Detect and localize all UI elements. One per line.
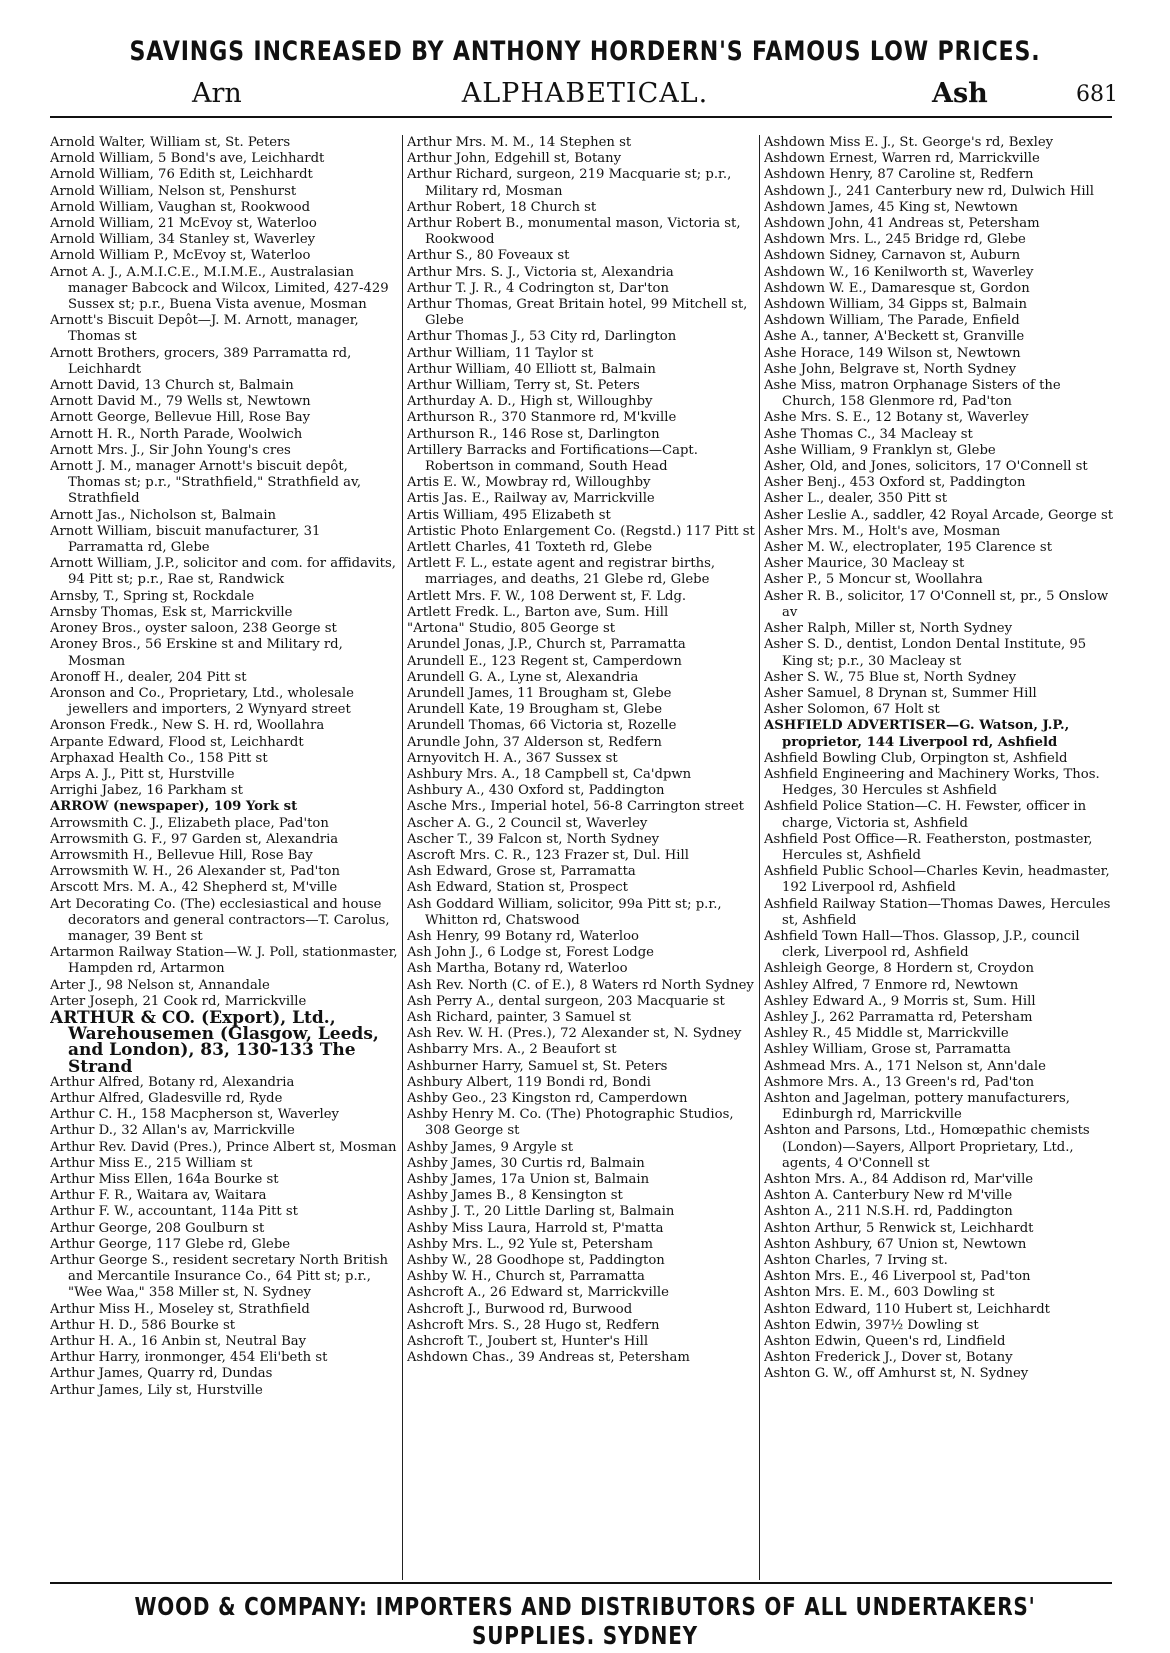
directory-entry: Arundle John, 37 Alderson st, Redfern bbox=[407, 734, 662, 750]
directory-entry: Artlett Mrs. F. W., 108 Derwent st, F. Ldg. bbox=[407, 588, 687, 604]
header-range-end: Ash bbox=[932, 78, 988, 109]
directory-entry: Arundell G. A., Lyne st, Alexandria bbox=[407, 669, 639, 685]
directory-entry: Arthur D., 32 Allan's av, Marrickville bbox=[50, 1123, 295, 1139]
directory-entry: Aronson Fredk., New S. H. rd, Woollahra bbox=[50, 718, 325, 734]
directory-entry: Ashdown J., 241 Canterbury new rd, Dulwich Hill bbox=[764, 183, 1094, 199]
directory-entry: Arthur Thomas, Great Britain hotel, 99 Mitchell st, Glebe bbox=[407, 297, 748, 329]
directory-entry: Arnott's Biscuit Depôt—J. M. Arnott, manager, Thomas st bbox=[50, 313, 359, 345]
bottom-advertisement-banner: WOOD & COMPANY: IMPORTERS AND DISTRIBUTORS OF ALL UNDERTAKERS' SUPPLIES. SYDNEY bbox=[134, 1592, 1036, 1650]
directory-entry: Ashton Edwin, Queen's rd, Lindfield bbox=[764, 1334, 1006, 1350]
directory-entry: Ashton Mrs. E. M., 603 Dowling st bbox=[764, 1285, 995, 1301]
directory-column-3 bbox=[764, 135, 1114, 1580]
directory-entry: Arscott Mrs. M. A., 42 Shepherd st, M'ville bbox=[50, 880, 338, 896]
directory-entry: Artlett F. L., estate agent and registrar births, marriages, and deaths, 21 Glebe rd, Glebe bbox=[407, 556, 716, 588]
directory-entry: Art Decorating Co. (The) ecclesiastical and house decorators and general contractors—T. Carolus, manager, 39 Bent st bbox=[50, 896, 390, 944]
directory-column-2 bbox=[407, 135, 757, 1580]
directory-entry: Artlett Fredk. L., Barton ave, Sum. Hill bbox=[407, 604, 669, 620]
directory-entry: Ashe Mrs. S. E., 12 Botany st, Waverley bbox=[764, 410, 1029, 426]
directory-entry: Ashton A. Canterbury New rd M'ville bbox=[764, 1188, 1013, 1204]
directory-entry: Arnott Jas., Nicholson st, Balmain bbox=[50, 507, 277, 523]
directory-entry: Arthur William, 11 Taylor st bbox=[407, 345, 594, 361]
directory-entry: Arrighi Jabez, 16 Parkham st bbox=[50, 783, 243, 799]
directory-entry: Arnott Brothers, grocers, 389 Parramatta rd, Leichhardt bbox=[50, 345, 352, 377]
directory-entry: Arnyovitch H. A., 367 Sussex st bbox=[407, 750, 618, 766]
directory-entry: Ashdown Sidney, Carnavon st, Auburn bbox=[764, 248, 1021, 264]
directory-entry: Arthur Miss Ellen, 164a Bourke st bbox=[50, 1172, 279, 1187]
directory-entry: Ashbury Albert, 119 Bondi rd, Bondi bbox=[407, 1074, 651, 1090]
directory-entry: Ash Richard, painter, 3 Samuel st bbox=[407, 1009, 632, 1025]
directory-entry: "Artona" Studio, 805 George st bbox=[407, 621, 616, 637]
directory-entry: Arnold William, Nelson st, Penshurst bbox=[50, 183, 297, 199]
directory-entry: Asher M. W., electroplater, 195 Clarence st bbox=[764, 540, 1052, 556]
directory-entry: Arthur Thomas J., 53 City rd, Darlington bbox=[407, 329, 677, 345]
directory-entry: Arnot A. J., A.M.I.C.E., M.I.M.E., Australasian manager Babcock and Wilcox, Limited, 427-429 Sussex st; p.r., Buena Vista avenue, Mosman bbox=[50, 264, 389, 313]
directory-entry: Arnott George, Bellevue Hill, Rose Bay bbox=[50, 410, 311, 426]
column-divider-2 bbox=[759, 135, 760, 1580]
directory-entry: Arundel Jonas, J.P., Church st, Parramatta bbox=[407, 637, 686, 653]
directory-entry: Arthur Miss E., 215 William st bbox=[50, 1155, 253, 1171]
directory-entry: Arnold William, Vaughan st, Rookwood bbox=[50, 199, 311, 215]
directory-entry: Arundell E., 123 Regent st, Camperdown bbox=[407, 653, 682, 669]
directory-entry: Arps A. J., Pitt st, Hurstville bbox=[50, 766, 235, 782]
directory-entry: Artis Jas. E., Railway av, Marrickville bbox=[407, 491, 655, 507]
directory-entry: Ashe John, Belgrave st, North Sydney bbox=[764, 361, 1017, 377]
directory-entry: Arthur Richard, surgeon, 219 Macquarie st; p.r., Military rd, Mosman bbox=[407, 167, 732, 199]
directory-entry: Ashley R., 45 Middle st, Marrickville bbox=[764, 1026, 1009, 1042]
directory-entry: Ash Martha, Botany rd, Waterloo bbox=[407, 961, 628, 977]
directory-entry: Aroney Bros., 56 Erskine st and Military rd, Mosman bbox=[50, 637, 343, 669]
directory-entry: Ashbury A., 430 Oxford st, Paddington bbox=[407, 783, 665, 799]
directory-entry: Ashby Mrs. L., 92 Yule st, Petersham bbox=[407, 1236, 653, 1252]
directory-entry: Ashton Edwin, 397½ Dowling st bbox=[764, 1317, 979, 1333]
directory-entry: Ash Henry, 99 Botany rd, Waterloo bbox=[407, 928, 639, 944]
directory-entry: Ascroft Mrs. C. R., 123 Frazer st, Dul. Hill bbox=[407, 847, 689, 863]
directory-entry: Arnott Mrs. J., Sir John Young's cres bbox=[50, 442, 291, 458]
header-title: ALPHABETICAL. bbox=[461, 78, 709, 109]
directory-entry: Arnott David, 13 Church st, Balmain bbox=[50, 378, 294, 394]
directory-entry: Ashby James, 9 Argyle st bbox=[407, 1139, 574, 1155]
directory-entry: Arnold William, 34 Stanley st, Waverley bbox=[50, 232, 316, 248]
directory-entry: ASHFIELD ADVERTISER—G. Watson, J.P., proprietor, 144 Liverpool rd, Ashfield bbox=[764, 718, 1070, 750]
directory-entry: Ashton and Jagelman, pottery manufacturers, Edinburgh rd, Marrickville bbox=[764, 1090, 1070, 1123]
directory-entry: Ash Rev. W. H. (Pres.), 72 Alexander st, N. Sydney bbox=[407, 1026, 742, 1042]
directory-entry: Arthur Rev. David (Pres.), Prince Albert st, Mosman bbox=[50, 1139, 397, 1155]
directory-entry: Arthur Alfred, Gladesville rd, Ryde bbox=[50, 1090, 283, 1106]
directory-entry: Arthur George, 208 Goulburn st bbox=[50, 1220, 265, 1236]
directory-entry: Arter Joseph, 21 Cook rd, Marrickville bbox=[50, 993, 307, 1009]
directory-entry: Ashdown Henry, 87 Caroline st, Redfern bbox=[764, 167, 1034, 183]
directory-entry: Ashfield Public School—Charles Kevin, headmaster, 192 Liverpool rd, Ashfield bbox=[764, 864, 1110, 896]
directory-entry: Arthurson R., 370 Stanmore rd, M'kville bbox=[407, 410, 677, 426]
directory-entry: Ashdown James, 45 King st, Newtown bbox=[764, 199, 1019, 215]
directory-entry: Ashby Henry M. Co. (The) Photographic Studios, 308 George st bbox=[407, 1107, 734, 1139]
directory-entry: ARROW (newspaper), 109 York st bbox=[50, 799, 298, 815]
directory-entry: Arthur F. R., Waitara av, Waitara bbox=[50, 1188, 267, 1204]
directory-entry: Arthur John, Edgehill st, Botany bbox=[407, 151, 622, 167]
directory-entry: Ashley Alfred, 7 Enmore rd, Newtown bbox=[764, 977, 1019, 993]
directory-entry: Aronson and Co., Proprietary, Ltd., wholesale jewellers and importers, 2 Wynyard street bbox=[50, 685, 354, 718]
directory-entry: Ashdown Ernest, Warren rd, Marrickville bbox=[764, 151, 1040, 167]
directory-entry: Arrowsmith C. J., Elizabeth place, Pad'ton bbox=[50, 815, 329, 831]
directory-entry: Ash John J., 6 Lodge st, Forest Lodge bbox=[407, 945, 654, 961]
directory-entry: Ashdown W. E., Damaresque st, Gordon bbox=[764, 280, 1030, 296]
directory-entry: Asher Solomon, 67 Holt st bbox=[764, 702, 940, 718]
directory-entry: Arter J., 98 Nelson st, Annandale bbox=[50, 977, 270, 993]
directory-entry: Arthur Robert, 18 Church st bbox=[407, 199, 597, 215]
directory-entry: Arthur William, 40 Elliott st, Balmain bbox=[407, 361, 656, 377]
directory-entry: Artis E. W., Mowbray rd, Willoughby bbox=[407, 475, 651, 491]
directory-entry: Arthur F. W., accountant, 114a Pitt st bbox=[50, 1204, 298, 1220]
directory-entry: Ashcroft A., 26 Edward st, Marrickville bbox=[407, 1285, 669, 1301]
directory-entry: Artlett Charles, 41 Toxteth rd, Glebe bbox=[407, 540, 653, 556]
directory-entry: Arnold William, 5 Bond's ave, Leichhardt bbox=[50, 151, 325, 167]
directory-entry: Arthur Mrs. M. M., 14 Stephen st bbox=[407, 135, 632, 150]
directory-entry: Arnott J. M., manager Arnott's biscuit depôt, Thomas st; p.r., "Strathfield," Strathfield av, Strathfield bbox=[50, 459, 362, 507]
page-header bbox=[52, 78, 1118, 112]
directory-entry: Ashe Thomas C., 34 Macleay st bbox=[764, 426, 973, 442]
directory-entry: Ashby J. T., 20 Little Darling st, Balmain bbox=[407, 1204, 675, 1220]
directory-entry: Ashcroft J., Burwood rd, Burwood bbox=[407, 1301, 633, 1317]
directory-entry: Artistic Photo Enlargement Co. (Regstd.) 117 Pitt st bbox=[407, 523, 755, 539]
directory-entry: Arphaxad Health Co., 158 Pitt st bbox=[50, 750, 268, 766]
directory-entry: Asher Maurice, 30 Macleay st bbox=[764, 556, 965, 572]
directory-entry: Ascher T., 39 Falcon st, North Sydney bbox=[407, 831, 660, 847]
directory-entry: Ascher A. G., 2 Council st, Waverley bbox=[407, 815, 648, 831]
directory-entry: Ashley William, Grose st, Parramatta bbox=[764, 1042, 1011, 1058]
directory-entry: Asher P., 5 Moncur st, Woollahra bbox=[764, 572, 983, 588]
directory-entry: Arnold Walter, William st, St. Peters bbox=[50, 135, 291, 150]
directory-entry: Arthur C. H., 158 Macpherson st, Waverley bbox=[50, 1107, 339, 1123]
directory-entry: Arthur George, 117 Glebe rd, Glebe bbox=[50, 1236, 291, 1252]
directory-entry: Asher Leslie A., saddler, 42 Royal Arcade, George st bbox=[764, 507, 1114, 523]
directory-entry: Arthur Harry, ironmonger, 454 Eli'beth st bbox=[50, 1350, 328, 1366]
directory-entry: Ashburner Harry, Samuel st, St. Peters bbox=[407, 1058, 668, 1074]
directory-entry: Ash Edward, Station st, Prospect bbox=[407, 880, 628, 896]
directory-entry: Ashfield Railway Station—Thomas Dawes, Hercules st, Ashfield bbox=[764, 896, 1111, 928]
directory-entry: Ashfield Town Hall—Thos. Glassop, J.P., council clerk, Liverpool rd, Ashfield bbox=[764, 928, 1080, 961]
directory-entry: Ashton Edward, 110 Hubert st, Leichhardt bbox=[764, 1301, 1050, 1317]
directory-column-1 bbox=[50, 135, 400, 1580]
directory-entry: Aroney Bros., oyster saloon, 238 George st bbox=[50, 621, 337, 637]
directory-entry: Ashton Ashbury, 67 Union st, Newtown bbox=[764, 1236, 1027, 1252]
directory-entry: Ashdown W., 16 Kenilworth st, Waverley bbox=[764, 264, 1034, 280]
directory-entry: Ashfield Post Office—R. Featherston, postmaster, Hercules st, Ashfield bbox=[764, 831, 1093, 863]
directory-entry: Arthur H. A., 16 Anbin st, Neutral Bay bbox=[50, 1334, 307, 1350]
directory-entry: Arnott William, biscuit manufacturer, 31 Parramatta rd, Glebe bbox=[50, 523, 321, 556]
directory-entry: Arthur Miss H., Moseley st, Strathfield bbox=[50, 1301, 310, 1317]
directory-entry: Ash Perry A., dental surgeon, 203 Macquarie st bbox=[407, 993, 725, 1009]
directory-entry: Arpante Edward, Flood st, Leichhardt bbox=[50, 734, 304, 750]
directory-entry: Asher Ralph, Miller st, North Sydney bbox=[764, 621, 1013, 637]
directory-entry: Arrowsmith W. H., 26 Alexander st, Pad'ton bbox=[50, 864, 340, 880]
directory-entry: Arthur William, Terry st, St. Peters bbox=[407, 378, 640, 394]
directory-entry: Ashbury Mrs. A., 18 Campbell st, Ca'dpwn bbox=[407, 766, 692, 782]
directory-entry: Asher S. D., dentist, London Dental Institute, 95 King st; p.r., 30 Macleay st bbox=[764, 637, 1087, 669]
directory-entry: Arthur T. J. R., 4 Codrington st, Dar'ton bbox=[407, 280, 669, 296]
directory-entry: Arundell Kate, 19 Brougham st, Glebe bbox=[407, 702, 663, 718]
directory-entry: Ashfield Engineering and Machinery Works, Thos. Hedges, 30 Hercules st Ashfield bbox=[764, 766, 1100, 799]
directory-entry: Ashley J., 262 Parramatta rd, Petersham bbox=[764, 1009, 1033, 1025]
directory-entry: Ashby James, 30 Curtis rd, Balmain bbox=[407, 1155, 645, 1171]
directory-entry: Ashdown Miss E. J., St. George's rd, Bexley bbox=[764, 135, 1054, 150]
directory-entry: Ashton Arthur, 5 Renwick st, Leichhardt bbox=[764, 1220, 1034, 1236]
directory-entry: Ashfield Police Station—C. H. Fewster, officer in charge, Victoria st, Ashfield bbox=[764, 799, 1087, 831]
directory-entry: Arnold William, 76 Edith st, Leichhardt bbox=[50, 167, 313, 183]
directory-entry: Artarmon Railway Station—W. J. Poll, stationmaster, Hampden rd, Artarmon bbox=[50, 945, 398, 977]
directory-entry: Ashby Geo., 23 Kingston rd, Camperdown bbox=[407, 1090, 688, 1106]
directory-entry: ARTHUR & CO. (Export), Ltd., Warehousemen (Glasgow, Leeds, and London), 83, 130-133 The Strand bbox=[50, 1007, 379, 1077]
directory-entry: Arthurson R., 146 Rose st, Darlington bbox=[407, 426, 660, 442]
column-divider-1 bbox=[402, 135, 403, 1580]
directory-entry: Artillery Barracks and Fortifications—Capt. Robertson in command, South Head bbox=[407, 442, 698, 475]
directory-entry: Asher Samuel, 8 Drynan st, Summer Hill bbox=[764, 685, 1037, 701]
directory-entry: Asher Benj., 453 Oxford st, Paddington bbox=[764, 475, 1026, 491]
directory-entry: Aronoff H., dealer, 204 Pitt st bbox=[50, 669, 247, 685]
directory-entry: Arnold William P., McEvoy st, Waterloo bbox=[50, 248, 311, 264]
directory-entry: Ashcroft Mrs. S., 28 Hugo st, Redfern bbox=[407, 1317, 660, 1333]
directory-entry: Arnott David M., 79 Wells st, Newtown bbox=[50, 394, 311, 410]
directory-entry: Ashton Charles, 7 Irving st. bbox=[764, 1253, 948, 1269]
directory-entry: Arthur George S., resident secretary North British and Mercantile Insurance Co., 64 Pitt st; p.r., "Wee Waa," 358 Miller st, N. Sydney bbox=[50, 1253, 389, 1301]
directory-entry: Ashton A., 211 N.S.H. rd, Paddington bbox=[764, 1204, 1013, 1220]
directory-entry: Ashdown Chas., 39 Andreas st, Petersham bbox=[407, 1350, 690, 1366]
directory-entry: Ashdown Mrs. L., 245 Bridge rd, Glebe bbox=[764, 232, 1026, 248]
directory-entry: Arnott H. R., North Parade, Woolwich bbox=[50, 426, 303, 442]
directory-entry: Asher L., dealer, 350 Pitt st bbox=[764, 491, 948, 507]
directory-entry: Asher S. W., 75 Blue st, North Sydney bbox=[764, 669, 1017, 685]
directory-entry: Asher R. B., solicitor, 17 O'Connell st, pr., 5 Onslow av bbox=[764, 588, 1109, 620]
directory-entry: Arnold William, 21 McEvoy st, Waterloo bbox=[50, 216, 317, 232]
page-number: 681 bbox=[1076, 82, 1118, 107]
directory-entry: Ashcroft T., Joubert st, Hunter's Hill bbox=[407, 1334, 649, 1350]
directory-entry: Asche Mrs., Imperial hotel, 56-8 Carrington street bbox=[407, 799, 744, 815]
directory-entry: Ashley Edward A., 9 Morris st, Sum. Hill bbox=[764, 993, 1036, 1009]
directory-entry: Ashby James, 17a Union st, Balmain bbox=[407, 1172, 650, 1187]
directory-entry: Arthur Mrs. S. J., Victoria st, Alexandria bbox=[407, 264, 674, 280]
directory-entry: Ashe Horace, 149 Wilson st, Newtown bbox=[764, 345, 1021, 361]
top-advertisement-banner: SAVINGS INCREASED BY ANTHONY HORDERN'S FAMOUS LOW PRICES. bbox=[129, 36, 1041, 67]
directory-entry: Ashe Miss, matron Orphanage Sisters of the Church, 158 Glenmore rd, Pad'ton bbox=[764, 378, 1061, 410]
directory-entry: Ashby W., 28 Goodhope st, Paddington bbox=[407, 1253, 665, 1269]
directory-entry: Ashbarry Mrs. A., 2 Beaufort st bbox=[407, 1042, 617, 1058]
directory-entry: Ashton Mrs. A., 84 Addison rd, Mar'ville bbox=[764, 1172, 1034, 1187]
directory-entry: Arthur James, Quarry rd, Dundas bbox=[50, 1366, 273, 1382]
directory-entry: Arundell Thomas, 66 Victoria st, Rozelle bbox=[407, 718, 677, 734]
directory-entry: Ashton Frederick J., Dover st, Botany bbox=[764, 1350, 1013, 1366]
header-range-start: Arn bbox=[192, 78, 242, 109]
directory-entry: Arrowsmith H., Bellevue Hill, Rose Bay bbox=[50, 847, 313, 863]
directory-entry: Asher Mrs. M., Holt's ave, Mosman bbox=[764, 523, 1001, 539]
directory-entry: Ashton G. W., off Amhurst st, N. Sydney bbox=[764, 1366, 1029, 1382]
directory-entry: Arnsby Thomas, Esk st, Marrickville bbox=[50, 604, 293, 620]
directory-entry: Ashdown William, 34 Gipps st, Balmain bbox=[764, 297, 1027, 313]
directory-entry: Ash Edward, Grose st, Parramatta bbox=[407, 864, 636, 880]
directory-entry: Ashmore Mrs. A., 13 Green's rd, Pad'ton bbox=[764, 1074, 1035, 1090]
directory-entry: Ash Rev. North (C. of E.), 8 Waters rd North Sydney bbox=[407, 977, 754, 993]
directory-entry: Arnott William, J.P., solicitor and com. for affidavits, 94 Pitt st; p.r., Rae st, Randwick bbox=[50, 556, 396, 588]
directory-entry: Ashleigh George, 8 Hordern st, Croydon bbox=[764, 961, 1035, 977]
directory-entry: Arthur S., 80 Foveaux st bbox=[407, 248, 570, 264]
directory-entry: Arthur James, Lily st, Hurstville bbox=[50, 1382, 263, 1398]
directory-entry: Ashdown John, 41 Andreas st, Petersham bbox=[764, 216, 1040, 232]
directory-entry: Ashe William, 9 Franklyn st, Glebe bbox=[764, 442, 996, 458]
directory-entry: Ashby W. H., Church st, Parramatta bbox=[407, 1269, 645, 1285]
directory-entry: Ashby James B., 8 Kensington st bbox=[407, 1188, 623, 1204]
directory-entry: Ash Goddard William, solicitor, 99a Pitt st; p.r., Whitton rd, Chatswood bbox=[407, 896, 722, 928]
directory-entry: Arthur Alfred, Botany rd, Alexandria bbox=[50, 1074, 295, 1090]
footer-rule bbox=[50, 1582, 1112, 1584]
directory-entry: Ashfield Bowling Club, Orpington st, Ashfield bbox=[764, 750, 1068, 766]
header-rule bbox=[50, 116, 1112, 118]
directory-entry: Ashby Miss Laura, Harrold st, P'matta bbox=[407, 1220, 664, 1236]
directory-entry: Ashe A., tanner, A'Beckett st, Granville bbox=[764, 329, 1025, 345]
directory-entry: Ashmead Mrs. A., 171 Nelson st, Ann'dale bbox=[764, 1058, 1046, 1074]
directory-entry: Asher, Old, and Jones, solicitors, 17 O'Connell st bbox=[764, 459, 1088, 475]
directory-entry: Ashdown William, The Parade, Enfield bbox=[764, 313, 1020, 329]
directory-entry: Arthur Robert B., monumental mason, Victoria st, Rookwood bbox=[407, 216, 741, 248]
directory-entry: Ashton Mrs. E., 46 Liverpool st, Pad'ton bbox=[764, 1269, 1031, 1285]
directory-entry: Arundell James, 11 Brougham st, Glebe bbox=[407, 685, 672, 701]
directory-entry: Arrowsmith G. F., 97 Garden st, Alexandria bbox=[50, 831, 339, 847]
directory-entry: Arnsby, T., Spring st, Rockdale bbox=[50, 588, 255, 604]
directory-entry: Ashton and Parsons, Ltd., Homœpathic chemists (London)—Sayers, Allport Proprietary, Ltd., agents, 4 O'Connell st bbox=[764, 1123, 1090, 1171]
directory-entry: Artis William, 495 Elizabeth st bbox=[407, 507, 611, 523]
directory-entry: Arthurday A. D., High st, Willoughby bbox=[407, 394, 653, 410]
directory-entry: Arthur H. D., 586 Bourke st bbox=[50, 1317, 236, 1333]
